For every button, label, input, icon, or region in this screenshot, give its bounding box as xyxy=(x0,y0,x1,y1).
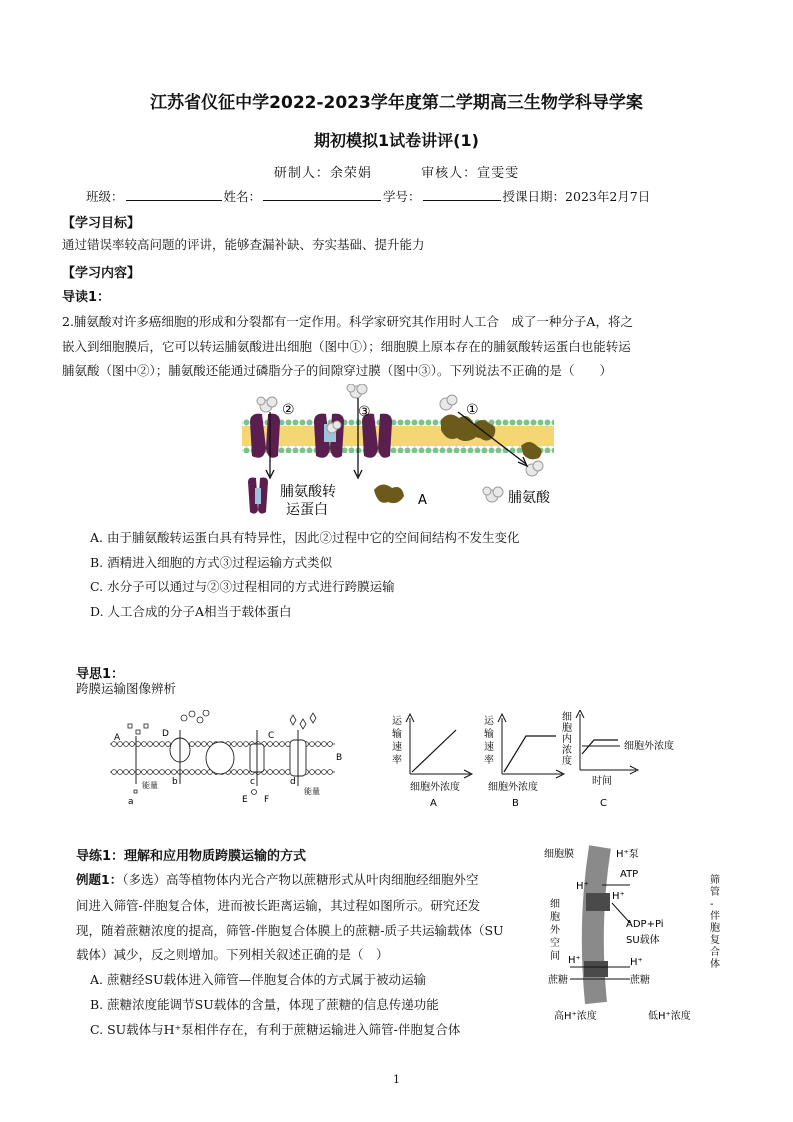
practice-line-1 xyxy=(76,867,478,892)
practice-option-c: C. SU载体与H⁺泵相伴存在，有利于蔗糖运输进入筛管-伴胞复合体 xyxy=(90,1022,461,1037)
label-D: D xyxy=(162,729,169,739)
practice-option-a: A. 蔗糖经SU载体进入筛管—伴胞复合体的方式属于被动运输 xyxy=(90,972,427,987)
h-top2-label: H⁺ xyxy=(612,891,625,902)
lipid-head xyxy=(280,770,285,775)
vertical-label-char: 胞 xyxy=(710,923,720,934)
label-E: E xyxy=(242,795,248,805)
authors-line xyxy=(0,162,793,181)
high-h-label: 高H⁺浓度 xyxy=(554,1011,597,1022)
lipid-head xyxy=(322,770,327,775)
vertical-label-char: 率 xyxy=(392,755,402,766)
goal-heading: 【学习目标】 xyxy=(62,216,141,231)
lipid-head xyxy=(154,742,159,747)
label-process-3: ③ xyxy=(358,404,371,420)
graph-a xyxy=(392,714,472,809)
vertical-label-char: 运 xyxy=(484,716,494,727)
lipid-head xyxy=(124,742,129,747)
vertical-label-char: 内 xyxy=(562,734,572,745)
goal-text: 通过错误率较高问题的评讲，能够查漏补缺、夯实基础、提升能力 xyxy=(62,237,425,252)
label-process-1: ① xyxy=(466,402,479,418)
page-subtitle: 期初模拟1试卷讲评(1) xyxy=(314,131,479,150)
label-process-2: ② xyxy=(282,402,295,418)
lipid-head xyxy=(274,770,279,775)
lipid-head xyxy=(202,770,207,775)
energy-label-2: 能量 xyxy=(304,787,320,796)
lipid-head xyxy=(148,770,153,775)
lipid-head xyxy=(130,742,135,747)
lipid-head xyxy=(244,770,249,775)
vertical-label-char: 胞 xyxy=(562,723,572,734)
practice-line-2: 间进入筛管-伴胞复合体，进而被长距离运输，其过程如图所示。研究还发 xyxy=(76,898,481,913)
think-subheading: 跨膜运输图像辨析 xyxy=(76,681,177,696)
think-heading: 导思1： xyxy=(76,667,125,682)
label-F: F xyxy=(264,795,270,805)
vertical-label-char: 筛 xyxy=(710,875,720,886)
q2-line-1: 2.脯氨酸对许多癌细胞的形成和分裂都有一定作用。科学家研究其作用时人工合 成了一种分子A，将之 xyxy=(62,314,633,329)
sucrose-label-1: 蔗糖 xyxy=(548,975,568,986)
vertical-label-char: 速 xyxy=(392,742,402,753)
h-pump-shape xyxy=(586,893,610,911)
cell-membrane-band xyxy=(593,847,600,1003)
lipid-head xyxy=(274,742,279,747)
legend-proline-label: 脯氨酸 xyxy=(508,490,550,506)
graph-c xyxy=(562,710,674,809)
transport-types-figure xyxy=(100,710,350,810)
vertical-label-char: 输 xyxy=(392,729,402,740)
lipid-head xyxy=(316,770,321,775)
lipid-head xyxy=(160,770,165,775)
h-top-label: H⁺ xyxy=(576,881,589,892)
vertical-label-char: 运 xyxy=(392,716,402,727)
lipid-head xyxy=(148,742,153,747)
lipid-head xyxy=(202,742,207,747)
graph-b-line xyxy=(504,736,556,772)
name-label: 姓名： xyxy=(223,189,262,204)
legend-a-label: A xyxy=(418,493,427,508)
vertical-label-char: 伴 xyxy=(710,911,720,922)
q2-option-d: D. 人工合成的分子A相当于载体蛋白 xyxy=(90,604,292,619)
lipid-head xyxy=(280,742,285,747)
vertical-label-char: 复 xyxy=(710,935,720,946)
lipid-head xyxy=(238,742,243,747)
membrane-outer-heads xyxy=(242,419,554,426)
adp-label: ADP+Pi xyxy=(626,919,664,930)
lipid-head xyxy=(232,770,237,775)
graph-a-line xyxy=(412,730,456,772)
vertical-label-char: 速 xyxy=(484,742,494,753)
practice-heading: 导练1：理解和应用物质跨膜运输的方式 xyxy=(76,849,307,864)
graph-a-ylabel xyxy=(392,715,403,766)
lipid-head xyxy=(142,742,147,747)
lipid-head xyxy=(190,742,195,747)
q2-option-a: A. 由于脯氨酸转运蛋白具有特异性，因此②过程中它的空间间结构不发生变化 xyxy=(90,530,520,545)
legend-transporter-icon xyxy=(248,478,268,514)
h-bot-label: H⁺ xyxy=(568,955,581,966)
vertical-label-char: 浓 xyxy=(562,745,572,756)
label-B: B xyxy=(336,753,343,763)
id-field[interactable] xyxy=(423,188,501,201)
graph-b xyxy=(484,714,564,809)
lipid-head xyxy=(112,770,117,775)
energy-label-1: 能量 xyxy=(142,781,158,790)
class-label: 班级： xyxy=(86,189,124,204)
q2-option-c: C. 水分子可以通过与②③过程相同的方式进行跨膜运输 xyxy=(90,579,395,594)
student-info-line xyxy=(86,187,650,205)
lipid-head xyxy=(124,770,129,775)
q2-line-3: 脯氨酸（图中②）；脯氨酸还能通过磷脂分子的间隙穿过膜（图中③）。下列说法不正确的是（ ） xyxy=(62,363,613,378)
page-number: 1 xyxy=(393,1073,400,1086)
q2-line-2: 嵌入到细胞膜后，它可以转运脯氨酸进出细胞（图中①）；细胞膜上原本存在的脯氨酸转运蛋白也能转运 xyxy=(62,339,631,354)
lipid-head xyxy=(196,742,201,747)
graph-c-caption: C xyxy=(600,798,607,809)
legend-proline-icon xyxy=(483,487,503,502)
lipid-head xyxy=(322,742,327,747)
lipid-head xyxy=(130,770,135,775)
id-label: 学号： xyxy=(383,189,421,204)
label-C: C xyxy=(268,731,275,741)
vertical-label-char: 度 xyxy=(562,756,572,767)
lipid-head xyxy=(154,770,159,775)
sucrose-transport-figure xyxy=(530,843,730,1023)
content-heading: 【学习内容】 xyxy=(62,266,141,281)
vertical-label-char: 率 xyxy=(484,755,494,766)
graph-c-line xyxy=(582,740,618,754)
practice-line-4: 载体）减少，反之则增加。下列相关叙述正确的是（ ） xyxy=(76,947,389,962)
practice-line-1-text: （多选）高等植物体内光合产物以蔗糖形式从叶肉细胞经细胞外空 xyxy=(122,872,479,887)
lipid-head xyxy=(310,742,315,747)
practice-option-b: B. 蔗糖浓度能调节SU载体的含量，体现了蔗糖的信息传递功能 xyxy=(90,997,439,1012)
example-label: 例题1： xyxy=(76,872,123,887)
lipid-head xyxy=(166,770,171,775)
transport-rate-graphs xyxy=(384,710,704,810)
name-field[interactable] xyxy=(263,188,381,201)
q2-option-b: B. 酒精进入细胞的方式③过程运输方式类似 xyxy=(90,555,333,570)
lipid-head xyxy=(184,770,189,775)
author: 研制人：余荣娟 xyxy=(273,166,372,181)
label-b: b xyxy=(172,777,178,787)
lipid-head xyxy=(172,770,177,775)
label-a: a xyxy=(128,797,134,807)
graph-a-caption: A xyxy=(430,798,437,809)
atp-label: ATP xyxy=(620,869,639,880)
lipid-head xyxy=(328,770,333,775)
graph-c-ylabel xyxy=(562,711,572,767)
legend-transporter-label-1: 脯氨酸转 xyxy=(280,484,336,500)
vertical-label-char: 胞 xyxy=(550,912,560,923)
lipid-head xyxy=(328,742,333,747)
lipid-head xyxy=(268,742,273,747)
vertical-label-char: 外 xyxy=(550,925,560,936)
reading-heading: 导读1： xyxy=(62,290,111,305)
sieve-complex-label xyxy=(710,873,720,970)
lipid-head xyxy=(232,742,237,747)
reviewer: 审核人：宣雯雯 xyxy=(421,166,520,181)
legend-transporter-label-2: 运蛋白 xyxy=(286,502,328,518)
graph-b-xlabel: 细胞外浓度 xyxy=(488,782,538,793)
label-c: c xyxy=(250,777,255,787)
sucrose-label-2: 蔗糖 xyxy=(630,975,650,986)
su-label: SU载体 xyxy=(626,935,660,946)
vertical-label-char: 空 xyxy=(550,938,560,949)
lipid-head xyxy=(160,742,165,747)
membrane-label: 细胞膜 xyxy=(544,849,574,860)
vertical-label-char: 细 xyxy=(562,712,572,723)
label-A: A xyxy=(114,733,121,743)
membrane-tails xyxy=(242,426,554,446)
lipid-head xyxy=(142,770,147,775)
su-carrier-shape xyxy=(584,961,608,977)
pump-label: H⁺泵 xyxy=(616,849,639,860)
lipid-head xyxy=(166,742,171,747)
vertical-label-char: 细 xyxy=(550,899,560,910)
lipid-head xyxy=(316,742,321,747)
label-d: d xyxy=(290,777,296,787)
vertical-label-char: - xyxy=(710,899,714,910)
graph-a-xlabel: 细胞外浓度 xyxy=(410,782,460,793)
legend-a-icon xyxy=(374,484,404,503)
vertical-label-char: 合 xyxy=(710,947,720,958)
page-title: 江苏省仪征中学2022-2023学年度第二学期高三生物学科导学案 xyxy=(150,93,643,113)
lipid-head xyxy=(268,770,273,775)
lipid-head xyxy=(190,770,195,775)
class-field[interactable] xyxy=(126,188,222,201)
lipid-head xyxy=(310,770,315,775)
lipid-head xyxy=(244,742,249,747)
vertical-label-char: 体 xyxy=(710,959,720,970)
h-bot2-label: H⁺ xyxy=(630,957,643,968)
graph-b-ylabel xyxy=(484,715,495,766)
vertical-label-char: 间 xyxy=(550,951,560,962)
graph-c-xlabel: 时间 xyxy=(592,776,612,787)
vertical-label-char: 输 xyxy=(484,729,494,740)
date-label: 授课日期：2023年2月7日 xyxy=(502,189,651,204)
lipid-head xyxy=(238,770,243,775)
lipid-head xyxy=(118,770,123,775)
low-h-label: 低H⁺浓度 xyxy=(648,1011,691,1022)
graph-c-series-label: 细胞外浓度 xyxy=(624,741,674,752)
q2-membrane-figure xyxy=(236,384,558,520)
graph-b-caption: B xyxy=(512,798,519,809)
lipid-head xyxy=(196,770,201,775)
vertical-label-char: 管 xyxy=(710,887,720,898)
extracellular-space-label xyxy=(550,898,561,962)
practice-line-3: 现，随着蔗糖浓度的提高，筛管-伴胞复合体膜上的蔗糖-质子共运输载体（SU xyxy=(76,923,504,938)
